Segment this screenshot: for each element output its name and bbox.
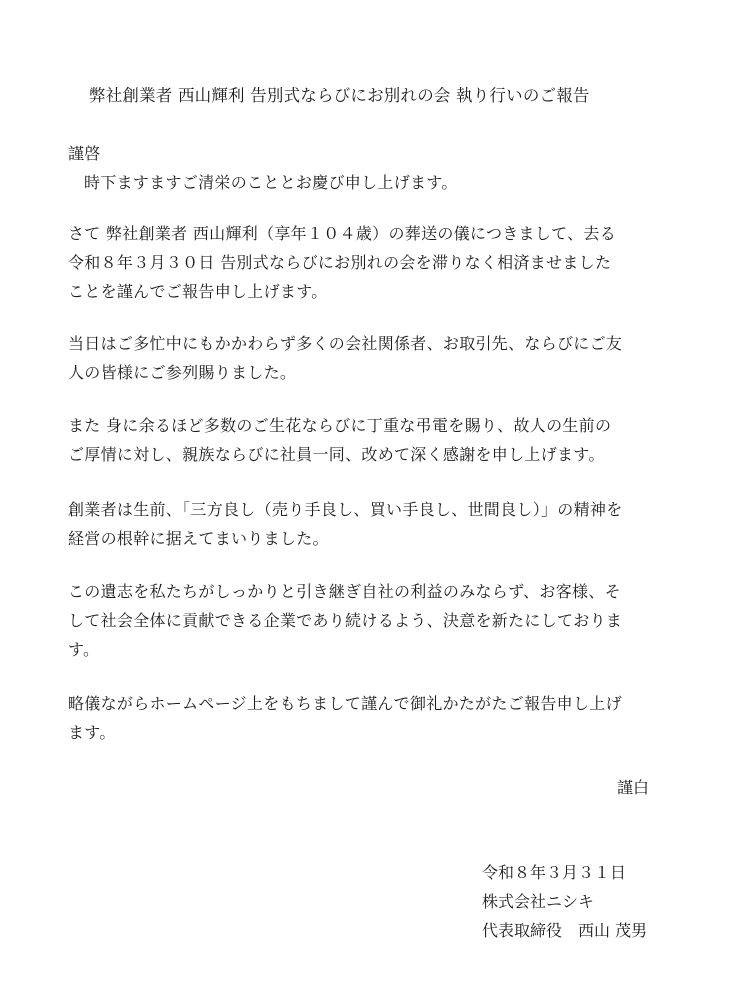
paragraph-line: 創業者は生前、「三方良し（売り手良し、買い手良し、世間良し）」の精神を [68,500,623,519]
paragraph-line: ことを謹んでご報告申し上げます。 [68,282,328,301]
document-title: 弊社創業者 西山輝利 告別式ならびにお別れの会 執り行いのご報告 [89,86,590,105]
paragraph-line: 人の皆様にご参列賜りました。 [68,363,297,382]
paragraph-line: 当日はご多忙中にもかかわらず多くの会社関係者、お取引先、ならびにご友 [68,334,623,353]
signature-company: 株式会社ニシキ [482,892,595,911]
signature-block [482,858,647,945]
salutation: 謹啓 [68,144,101,163]
paragraph-line: 令和８年３月３０日 告別式ならびにお別れの会を滞りなく相済ませました [68,253,612,272]
paragraph-line: さて 弊社創業者 西山輝利（享年１０４歳）の葬送の儀につきまして、去る [68,224,617,243]
opening-block [68,139,658,197]
paragraph-gratitude [68,411,658,469]
paragraph-line: 略儀ながらホームページ上をもちまして謹んで御礼かたがたご報告申し上げ [68,694,622,713]
paragraph-attendance [68,329,658,387]
signature-date: 令和８年３月３１日 [482,863,627,882]
seasonal-greeting: 時下ますますご清栄のこととお慶び申し上げます。 [84,173,458,192]
paragraph-line: この遺志を私たちがしっかりと引き継ぎ自社の利益のみならず、お客様、そ [68,582,621,601]
paragraph-closing-remarks [68,689,658,747]
closing-word: 謹白 [616,778,649,797]
paragraph-line: 経営の根幹に据えてまいりました。 [68,529,329,548]
paragraph-line: す。 [68,640,100,659]
paragraph-philosophy [68,495,658,553]
paragraph-line: ご厚情に対し、親族ならびに社員一同、改めて深く感謝を申し上げます。 [68,445,605,464]
paragraph-resolution [68,577,658,664]
signature-representative: 代表取締役 西山 茂男 [482,921,648,940]
paragraph-line: また 身に余るほど多数のご生花ならびに丁重な弔電を賜り、故人の生前の [68,416,612,435]
paragraph-line: して社会全体に貢献できる企業であり続けるよう、決意を新たにしておりま [68,611,623,630]
paragraph-funeral-report [68,219,658,306]
paragraph-line: ます。 [68,723,116,742]
